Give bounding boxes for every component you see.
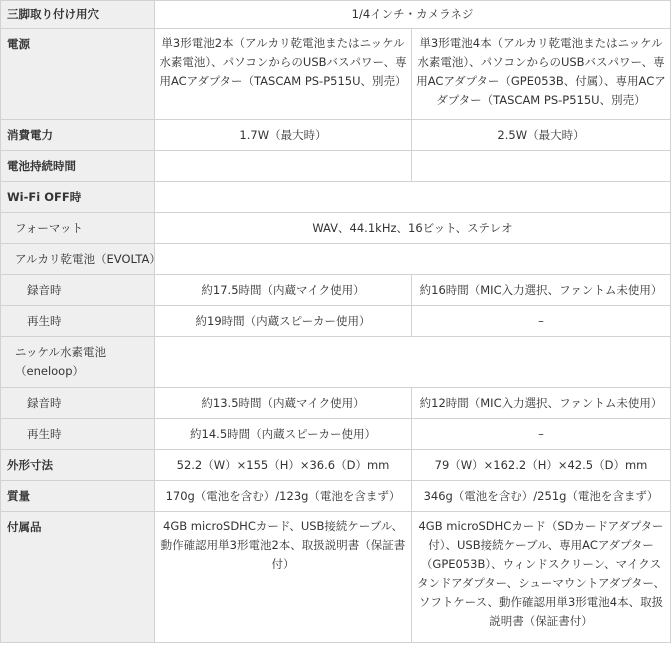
table-row [1,244,671,275]
table-row [1,306,671,337]
table-row [1,481,671,512]
alkaline-play-col2: – [412,306,671,337]
dimensions-col1: 52.2（W）×155（H）×36.6（D）mm [155,450,412,481]
row-label-nimh: ニッケル水素電池（eneloop） [1,337,155,388]
consumption-col2: 2.5W（最大時） [412,120,671,151]
table-row [1,450,671,481]
row-label-nimh-play: 再生時 [1,419,155,450]
power-col2: 単3形電池4本（アルカリ乾電池またはニッケル水素電池）、パソコンからのUSBバスパワー、専用ACアダプター（GPE053B、付属）、専用ACアダプター（TASCAM PS-P515U、別売） [412,29,671,120]
row-label-alkaline: アルカリ乾電池（EVOLTA） [1,244,155,275]
row-label-wifi-off: Wi-Fi OFF時 [1,182,155,213]
alkaline-play-col1: 約19時間（内蔵スピーカー使用） [155,306,412,337]
table-row [1,419,671,450]
power-col1: 単3形電池2本（アルカリ乾電池またはニッケル水素電池）、パソコンからのUSBバスパワー、専用ACアダプター（TASCAM PS-P515U、別売） [155,29,412,120]
table-row [1,275,671,306]
alkaline-value [155,244,671,275]
nimh-play-col1: 約14.5時間（内蔵スピーカー使用） [155,419,412,450]
table-row [1,388,671,419]
weight-col2: 346g（電池を含む）/251g（電池を含まず） [412,481,671,512]
nimh-record-col1: 約13.5時間（内蔵マイク使用） [155,388,412,419]
table-row [1,120,671,151]
table-row [1,213,671,244]
battery-life-col1 [155,151,412,182]
row-label-nimh-record: 録音時 [1,388,155,419]
row-label-consumption: 消費電力 [1,120,155,151]
row-label-weight: 質量 [1,481,155,512]
table-row [1,182,671,213]
row-label-power: 電源 [1,29,155,120]
alkaline-record-col1: 約17.5時間（内蔵マイク使用） [155,275,412,306]
table-row [1,512,671,643]
nimh-record-col2: 約12時間（MIC入力選択、ファントム未使用） [412,388,671,419]
table-row [1,1,671,29]
row-label-dimensions: 外形寸法 [1,450,155,481]
wifi-off-value [155,182,671,213]
row-label-alkaline-record: 録音時 [1,275,155,306]
consumption-col1: 1.7W（最大時） [155,120,412,151]
row-label-alkaline-play: 再生時 [1,306,155,337]
weight-col1: 170g（電池を含む）/123g（電池を含まず） [155,481,412,512]
tripod-value: 1/4インチ・カメラネジ [155,1,671,29]
format-value: WAV、44.1kHz、16ビット、ステレオ [155,213,671,244]
row-label-format: フォーマット [1,213,155,244]
row-label-tripod: 三脚取り付け用穴 [1,1,155,29]
nimh-play-col2: – [412,419,671,450]
battery-life-col2 [412,151,671,182]
alkaline-record-col2: 約16時間（MIC入力選択、ファントム未使用） [412,275,671,306]
accessories-col2: 4GB microSDHCカード（SDカードアダプター付）、USB接続ケーブル、専用ACアダプター（GPE053B）、ウィンドスクリーン、マイクスタンドアダプター、シューマウントアダプター、ソフトケース、動作確認用単3形電池4本、取扱説明書（保証書付） [412,512,671,643]
accessories-col1: 4GB microSDHCカード、USB接続ケーブル、動作確認用単3形電池2本、取扱説明書（保証書付） [155,512,412,643]
table-row [1,151,671,182]
table-row [1,337,671,388]
dimensions-col2: 79（W）×162.2（H）×42.5（D）mm [412,450,671,481]
row-label-accessories: 付属品 [1,512,155,643]
table-row [1,29,671,120]
nimh-value [155,337,671,388]
row-label-battery-life: 電池持続時間 [1,151,155,182]
